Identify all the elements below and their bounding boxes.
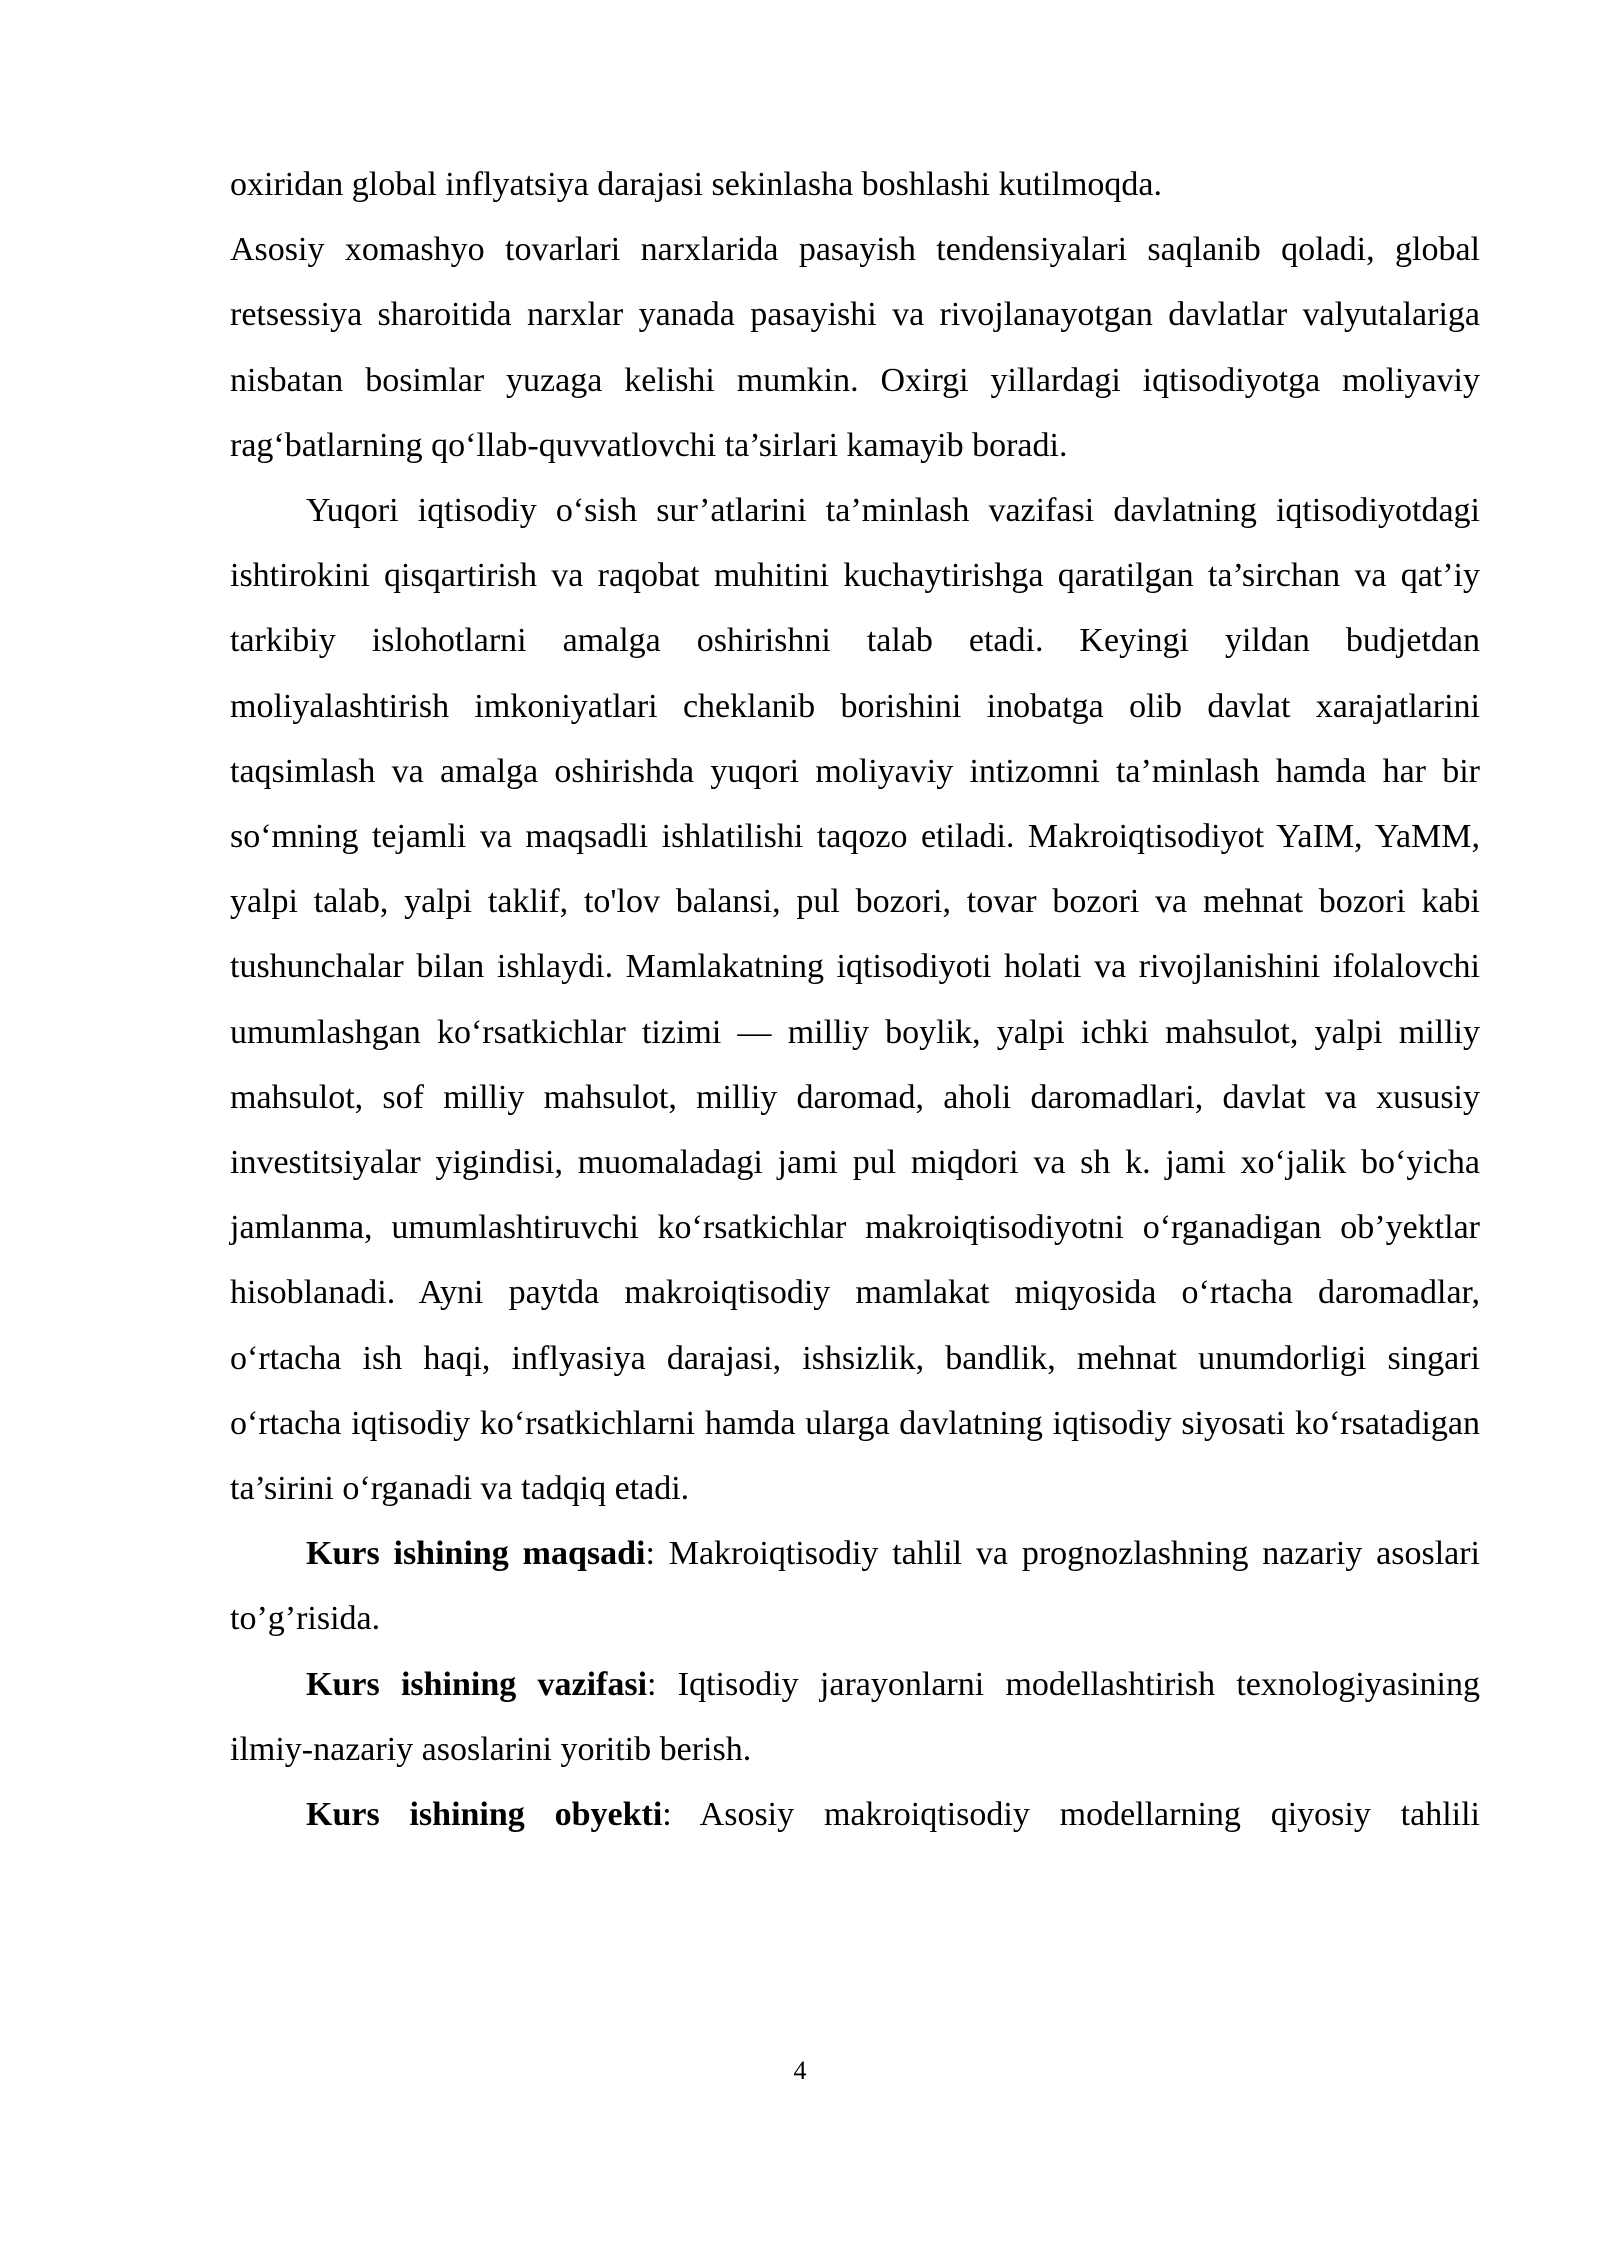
paragraph-course-task	[230, 1652, 1480, 1782]
paragraph-macroeconomics	[230, 478, 1480, 1521]
page-number: 4	[793, 2056, 807, 2085]
course-object-label: Kurs ishining obyekti	[306, 1796, 663, 1834]
paragraph-course-object	[230, 1782, 1480, 1847]
paragraph-text: Asosiy xomashyo tovarlari narxlarida pasayish tendensiyalari saqlanib qoladi, global retsessiya sharoitida narxlar yanada pasayishi va rivojlanayotgan davlatlar valyutalariga nisbatan bosimlar yuzaga kelishi mumkin. Oxirgi yillardagi iqtisodiyotga moliyaviy rag‘batlarning qo‘llab-quvvatlovchi ta’sirlari kamayib boradi.	[230, 231, 1480, 464]
paragraph-continuation	[230, 152, 1480, 217]
course-task-label: Kurs ishining vazifasi	[306, 1665, 648, 1703]
course-goal-label: Kurs ishining maqsadi	[306, 1535, 646, 1573]
paragraph-text: oxiridan global inflyatsiya darajasi sekinlasha boshlashi kutilmoqda.	[230, 166, 1162, 203]
body-text	[230, 152, 1480, 1847]
course-object-text: : Asosiy makroiqtisodiy modellarning qiyosiy tahlili	[662, 1796, 1480, 1834]
paragraph-course-goal	[230, 1521, 1480, 1651]
course-task-text: : Iqtisodiy jarayonlarni modellashtirish texnologiyasining ilmiy-nazariy asoslarini yoritib berish.	[230, 1665, 1480, 1768]
paragraph-text: Yuqori iqtisodiy o‘sish sur’atlarini ta’minlash vazifasi davlatning iqtisodiyotdagi ishtirokini qisqartirish va raqobat muhitini kuchaytirishga qaratilgan ta’sirchan va qat’iy tarkibiy islohotlarni amalga oshirishni talab etadi. Keyingi yildan budjetdan moliyalashtirish imkoniyatlari cheklanib borishini inobatga olib davlat xarajatlarini taqsimlash va amalga oshirishda yuqori moliyaviy intizomni ta’minlash hamda har bir so‘mning tejamli va maqsadli ishlatilishi taqozo etiladi. Makroiqtisodiyot YaIM, YaMM, yalpi talab, yalpi taklif, to'lov balansi, pul bozori, tovar bozori va mehnat bozori kabi tushunchalar bilan ishlaydi. Mamlakatning iqtisodiyoti holati va rivojlanishini ifolalovchi umumlashgan ko‘rsatkichlar tizimi — milliy boylik, yalpi ichki mahsulot, yalpi milliy mahsulot, sof milliy mahsulot, milliy daromad, aholi daromadlari, davlat va xususiy investitsiyalar yigindisi, muomaladagi jami pul miqdori va sh k. jami xo‘jalik bo‘yicha jamlanma, umumlashtiruvchi ko‘rsatkichlar makroiqtisodiyotni o‘rganadigan ob’yektlar hisoblanadi. Ayni paytda makroiqtisodiy mamlakat miqyosida o‘rtacha daromadlar, o‘rtacha ish haqi, inflyasiya darajasi, ishsizlik, bandlik, mehnat unumdorligi singari o‘rtacha iqtisodiy ko‘rsatkichlarni hamda ularga davlatning iqtisodiy siyosati ko‘rsatadigan ta’sirini o‘rganadi va tadqiq etadi.	[230, 492, 1480, 1508]
course-goal-text: : Makroiqtisodiy tahlil va prognozlashning nazariy asoslari to’g’risida.	[230, 1535, 1481, 1638]
paragraph-commodity-prices	[230, 217, 1480, 478]
